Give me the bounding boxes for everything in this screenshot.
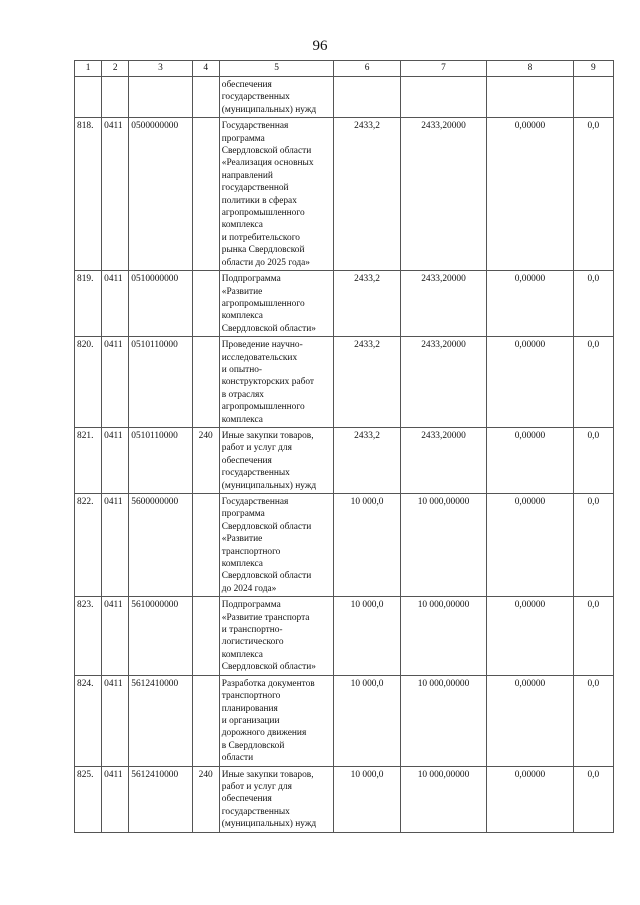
cell-column-9: 0,0	[573, 675, 613, 766]
cell-empty	[192, 77, 219, 118]
cell-column-9: 0,0	[573, 494, 613, 597]
cell-expense-type	[192, 337, 219, 428]
cell-empty	[573, 77, 613, 118]
cell-column-9: 0,0	[573, 427, 613, 493]
page-number: 96	[312, 38, 328, 54]
cell-target-code: 0510000000	[129, 271, 192, 337]
table-row	[75, 271, 614, 337]
cell-amount: 2433,2	[334, 118, 400, 271]
cell-amount: 2433,2	[334, 271, 400, 337]
cell-empty	[487, 77, 573, 118]
cell-expense-type	[192, 271, 219, 337]
cell-target-code: 5612410000	[129, 766, 192, 832]
cell-empty	[400, 77, 486, 118]
header-cell-9: 9	[573, 61, 613, 77]
cell-target-code: 0500000000	[129, 118, 192, 271]
cell-expense-type: 240	[192, 427, 219, 493]
cell-column-8: 0,00000	[487, 597, 573, 675]
cell-description: Государственная программа Свердловской области «Развитие транспортного комплекса Свердловской области до 2024 года»	[219, 494, 334, 597]
cell-amount-precise: 10 000,00000	[400, 675, 486, 766]
cell-section-code: 0411	[102, 427, 129, 493]
cell-target-code: 5600000000	[129, 494, 192, 597]
header-cell-3: 3	[129, 61, 192, 77]
cell-amount-precise: 2433,20000	[400, 271, 486, 337]
table-row	[75, 766, 614, 832]
cell-description: Иные закупки товаров, работ и услуг для обеспечения государственных (муниципальных) нужд	[219, 766, 334, 832]
cell-empty	[102, 77, 129, 118]
cell-section-code: 0411	[102, 271, 129, 337]
cell-amount-precise: 2433,20000	[400, 427, 486, 493]
cell-amount-precise: 2433,20000	[400, 337, 486, 428]
cell-column-9: 0,0	[573, 597, 613, 675]
cell-column-9: 0,0	[573, 271, 613, 337]
header-cell-8: 8	[487, 61, 573, 77]
cell-column-8: 0,00000	[487, 271, 573, 337]
cell-target-code: 5612410000	[129, 675, 192, 766]
header-cell-5: 5	[219, 61, 334, 77]
cell-amount: 10 000,0	[334, 494, 400, 597]
cell-column-8: 0,00000	[487, 427, 573, 493]
cell-section-code: 0411	[102, 675, 129, 766]
cell-column-8: 0,00000	[487, 337, 573, 428]
cell-amount-precise: 10 000,00000	[400, 597, 486, 675]
cell-section-code: 0411	[102, 337, 129, 428]
cell-section-code: 0411	[102, 118, 129, 271]
header-cell-2: 2	[102, 61, 129, 77]
cell-amount-precise: 10 000,00000	[400, 766, 486, 832]
cell-description: Иные закупки товаров, работ и услуг для обеспечения государственных (муниципальных) нужд	[219, 427, 334, 493]
cell-section-code: 0411	[102, 597, 129, 675]
cell-column-9: 0,0	[573, 118, 613, 271]
cell-row-number: 821.	[75, 427, 102, 493]
cell-target-code: 0510110000	[129, 427, 192, 493]
cell-expense-type	[192, 675, 219, 766]
header-cell-1: 1	[75, 61, 102, 77]
cell-row-number: 820.	[75, 337, 102, 428]
cell-expense-type	[192, 118, 219, 271]
cell-amount-precise: 10 000,00000	[400, 494, 486, 597]
budget-table	[74, 60, 614, 833]
cell-amount: 2433,2	[334, 427, 400, 493]
cell-row-number: 825.	[75, 766, 102, 832]
table-row	[75, 597, 614, 675]
cell-column-9: 0,0	[573, 766, 613, 832]
cell-row-number: 822.	[75, 494, 102, 597]
cell-column-8: 0,00000	[487, 494, 573, 597]
cell-amount: 2433,2	[334, 337, 400, 428]
cell-row-number: 818.	[75, 118, 102, 271]
cell-row-number: 823.	[75, 597, 102, 675]
cell-amount: 10 000,0	[334, 597, 400, 675]
table-row	[75, 494, 614, 597]
cell-column-8: 0,00000	[487, 118, 573, 271]
header-cell-4: 4	[192, 61, 219, 77]
cell-description: Государственная программа Свердловской области «Реализация основных направлений государственной политики в сферах агропромышленного комплекса и потребительского рынка Свердловской области до 2025 года»	[219, 118, 334, 271]
cell-amount: 10 000,0	[334, 766, 400, 832]
cell-description: Проведение научно- исследовательских и опытно- конструкторских работ в отраслях агропромышленного комплекса	[219, 337, 334, 428]
table-row	[75, 118, 614, 271]
cell-target-code: 0510110000	[129, 337, 192, 428]
cell-section-code: 0411	[102, 766, 129, 832]
cell-column-9: 0,0	[573, 337, 613, 428]
table-row	[75, 427, 614, 493]
cell-amount-precise: 2433,20000	[400, 118, 486, 271]
cell-empty	[334, 77, 400, 118]
cell-expense-type	[192, 494, 219, 597]
cell-expense-type: 240	[192, 766, 219, 832]
cell-empty	[75, 77, 102, 118]
cell-column-8: 0,00000	[487, 766, 573, 832]
cell-target-code: 5610000000	[129, 597, 192, 675]
cell-section-code: 0411	[102, 494, 129, 597]
cell-column-8: 0,00000	[487, 675, 573, 766]
cell-row-number: 819.	[75, 271, 102, 337]
cell-empty	[129, 77, 192, 118]
cell-description: Разработка документов транспортного планирования и организации дорожного движения в Свердловской области	[219, 675, 334, 766]
cell-row-number: 824.	[75, 675, 102, 766]
cell-description: Подпрограмма «Развитие транспорта и транспортно- логистического комплекса Свердловской области»	[219, 597, 334, 675]
header-cell-6: 6	[334, 61, 400, 77]
header-cell-7: 7	[400, 61, 486, 77]
continuation-row	[75, 77, 614, 118]
cell-expense-type	[192, 597, 219, 675]
header-row	[75, 61, 614, 77]
table-row	[75, 675, 614, 766]
cell-amount: 10 000,0	[334, 675, 400, 766]
cell-description: обеспечения государственных (муниципальных) нужд	[219, 77, 334, 118]
cell-description: Подпрограмма «Развитие агропромышленного комплекса Свердловской области»	[219, 271, 334, 337]
table-row	[75, 337, 614, 428]
